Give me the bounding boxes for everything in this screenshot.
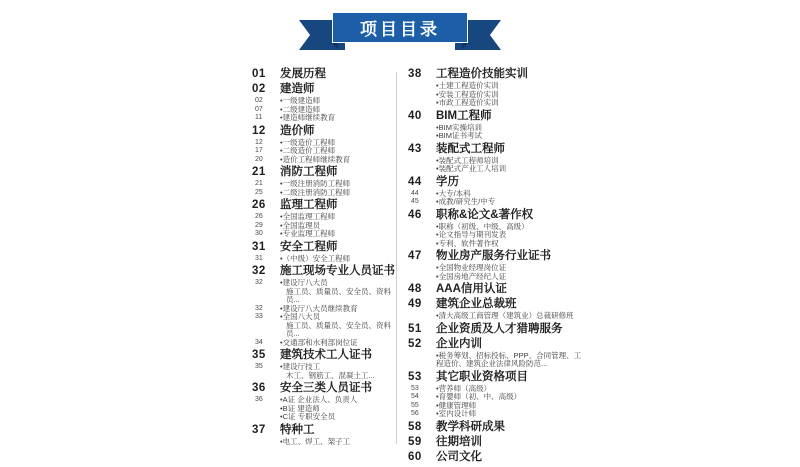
toc-section-head: [252, 382, 398, 395]
toc-section-head: [408, 110, 586, 123]
toc-sub-item: [252, 339, 398, 348]
sub-item-label: •装配式产业工人培训: [436, 164, 507, 173]
section-page-number: 37: [252, 423, 266, 436]
sub-item-label: •全国物业经理岗位证: [436, 263, 507, 272]
sub-item-label: •二级造价工程师: [280, 146, 336, 155]
section-page-number: 38: [408, 68, 422, 80]
sub-item-label: •专业监理工程师: [280, 229, 336, 238]
section-title: 企业内训: [436, 337, 482, 350]
sub-item-page-number: 31: [255, 254, 263, 262]
toc-section-head: [252, 241, 398, 254]
toc-section: [408, 371, 586, 419]
sub-item-label: •造价工程师继续教育: [280, 154, 351, 164]
sub-item-label: •税务筹划、招标投标、PPP、合同管理、工程造价、建筑企业法律风险防范...: [436, 350, 582, 368]
section-title: 发展历程: [280, 68, 326, 80]
sub-item-detail: 施工员、质量员、安全员、资料员...: [286, 286, 391, 304]
toc-sub-item: [408, 190, 586, 199]
section-page-number: 51: [408, 322, 422, 335]
toc-section: [252, 125, 398, 165]
sub-item-page-number: 25: [255, 188, 263, 196]
section-title: 学历: [436, 175, 459, 188]
section-title: 职称&论文&著作权: [436, 208, 534, 221]
toc-section-head: [408, 371, 586, 384]
sub-item-label: •B证 建造师: [280, 403, 320, 413]
sub-item-page-number: 12: [255, 138, 263, 146]
toc-section: [252, 265, 398, 347]
section-title: 其它职业资格项目: [436, 370, 528, 383]
toc-section: [408, 110, 586, 141]
sub-item-page-number: [408, 312, 436, 321]
toc-column-left: [252, 68, 398, 448]
sub-item-label: •BIM证书考试: [436, 131, 482, 140]
sub-item-label: •电工、焊工、架子工: [280, 436, 351, 446]
toc-section: [252, 424, 398, 447]
toc-section-head: [252, 166, 398, 179]
toc-sub-item: [408, 273, 586, 282]
ribbon-banner: [299, 10, 501, 58]
toc-section-head: [252, 424, 398, 437]
toc-section: [252, 241, 398, 264]
toc-sub-item: [408, 99, 586, 108]
sub-item-page-number: 56: [411, 410, 419, 417]
section-page-number: 44: [408, 175, 422, 188]
sub-item-page-number: [408, 264, 436, 273]
sub-item-label: •土建工程造价实训: [436, 81, 499, 90]
ribbon-fold-left-icon: [332, 43, 338, 49]
toc-section: [408, 421, 586, 434]
toc-section: [408, 338, 586, 369]
toc-section-head: [252, 83, 398, 96]
sub-item-label: •健康管理师: [436, 400, 477, 410]
toc-sub-item: [252, 413, 398, 422]
sub-item-page-number: 20: [255, 155, 263, 163]
toc-section-head: [408, 298, 586, 311]
section-page-number: 49: [408, 298, 422, 310]
section-title: 公司文化: [436, 450, 482, 463]
toc-section: [252, 68, 398, 81]
section-page-number: 47: [408, 250, 422, 262]
section-page-number: 48: [408, 283, 422, 295]
sub-item-page-number: [408, 231, 436, 240]
sub-item-page-number: 35: [255, 363, 263, 370]
section-page-number: 46: [408, 208, 422, 221]
section-page-number: 40: [408, 109, 422, 122]
toc-section-head: [252, 349, 398, 362]
sub-item-page-number: [408, 157, 436, 166]
sub-item-label: •交通部和水利部岗位证: [280, 337, 358, 347]
sub-item-page-number: 36: [255, 396, 263, 403]
section-page-number: 02: [252, 83, 266, 95]
sub-item-label: •A证 企业法人、负责人: [280, 395, 358, 404]
toc-section: [408, 143, 586, 174]
section-page-number: 59: [408, 435, 422, 448]
toc-sub-item: [252, 305, 398, 314]
sub-item-page-number: [252, 405, 280, 414]
sub-item-page-number: 17: [255, 147, 263, 154]
toc-sub-item: [252, 396, 398, 405]
toc-section: [252, 166, 398, 197]
toc-section: [408, 250, 586, 281]
toc-section-head: [408, 143, 586, 156]
section-title: 教学科研成果: [436, 420, 505, 433]
sub-item-label: •一级注册消防工程师: [280, 179, 351, 188]
section-page-number: 32: [252, 265, 266, 277]
toc-sub-item: [408, 165, 586, 174]
toc-section: [252, 83, 398, 123]
sub-item-page-number: [408, 91, 436, 100]
sub-item-label: •装配式工程师培训: [436, 155, 499, 165]
section-title: 企业资质及人才猎聘服务: [436, 322, 563, 335]
sub-item-page-number: 33: [255, 313, 263, 320]
sub-item-label: •全国八大员 施工员、质量员、安全员、资料员...: [280, 313, 398, 339]
section-title: 安全工程师: [280, 240, 338, 253]
toc-sub-item: [408, 410, 586, 419]
toc-sub-item: [408, 312, 586, 321]
section-title: 监理工程师: [280, 199, 338, 211]
sub-item-label: •建设厅技工 木工、钢筋工、混凝土工...: [280, 362, 375, 380]
toc-section: [252, 199, 398, 239]
section-title: 建筑企业总裁班: [436, 298, 517, 310]
section-title: 造价师: [280, 124, 315, 137]
sub-item-detail: 木工、钢筋工、混凝土工...: [286, 370, 375, 380]
sub-item-page-number: [408, 223, 436, 232]
toc-sub-item: [252, 279, 398, 305]
toc-section: [408, 298, 586, 321]
toc-section-head: [408, 421, 586, 434]
sub-item-page-number: 34: [255, 338, 263, 346]
toc-section: [408, 209, 586, 249]
banner-title: 项目目录: [332, 12, 468, 43]
sub-item-label: •建设厅八大员 施工员、质量员、安全员、资料员...: [280, 279, 398, 305]
sub-item-label: •建造师继续教育: [280, 113, 336, 122]
section-page-number: 60: [408, 450, 422, 463]
toc-section-head: [408, 436, 586, 449]
toc-sub-item: [408, 132, 586, 141]
sub-item-label: •建设厅八大员继续教育: [280, 303, 358, 313]
section-page-number: 01: [252, 68, 266, 80]
toc-sub-item: [408, 240, 586, 249]
sub-item-label: •职称（初级、中级、高级）: [436, 221, 529, 231]
sub-item-label: •专利、软件著作权: [436, 238, 499, 248]
section-title: BIM工程师: [436, 109, 492, 122]
sub-item-label: •一级造价工程师: [280, 137, 336, 147]
ribbon-fold-right-icon: [462, 43, 468, 49]
sub-item-label: •育婴师（初、中、高级）: [436, 392, 522, 401]
section-page-number: 53: [408, 370, 422, 383]
sub-item-label: •二级注册消防工程师: [280, 187, 351, 197]
toc-sub-item: [252, 213, 398, 222]
sub-item-page-number: [408, 124, 436, 133]
sub-item-label: •成教/研究生/中专: [436, 197, 496, 206]
toc-section-head: [252, 68, 398, 81]
toc-sub-item: [252, 189, 398, 198]
sub-item-label: •营养师（高级）: [436, 383, 492, 393]
toc-sub-item: [252, 363, 398, 380]
sub-item-page-number: 07: [255, 105, 263, 113]
section-title: 安全三类人员证书: [280, 382, 372, 394]
toc-section-head: [408, 176, 586, 189]
sub-item-page-number: [408, 273, 436, 282]
sub-item-label: •论文指导与期刊发表: [436, 230, 507, 239]
sub-item-page-number: [408, 132, 436, 141]
sub-item-label: •安装工程造价实训: [436, 89, 499, 99]
toc-section: [408, 283, 586, 296]
toc-section-head: [408, 338, 586, 351]
toc-section-head: [252, 265, 398, 278]
section-title: 特种工: [280, 423, 315, 436]
toc-section-head: [408, 250, 586, 263]
toc-section: [408, 323, 586, 336]
section-title: 建筑技术工人证书: [280, 349, 372, 361]
sub-item-page-number: 32: [255, 304, 263, 312]
section-title: 施工现场专业人员证书: [280, 265, 395, 277]
toc-section-head: [408, 283, 586, 296]
section-title: 建造师: [280, 83, 315, 95]
toc-sub-item: [252, 438, 398, 447]
toc-section: [408, 68, 586, 108]
section-page-number: 52: [408, 337, 422, 350]
sub-item-page-number: 32: [255, 279, 263, 286]
sub-item-label: •全国监理工程师: [280, 212, 336, 221]
sub-item-label: •BIM实操培训: [436, 122, 482, 132]
toc-section: [408, 451, 586, 464]
toc-sub-item: [408, 393, 586, 402]
section-page-number: 36: [252, 382, 266, 394]
section-page-number: 35: [252, 349, 266, 361]
toc-section-head: [408, 323, 586, 336]
sub-item-page-number: [408, 240, 436, 249]
sub-item-page-number: 30: [255, 230, 263, 237]
sub-item-label: •市政工程造价实训: [436, 98, 499, 107]
section-page-number: 12: [252, 124, 266, 137]
toc-sub-item: [252, 114, 398, 123]
section-title: 消防工程师: [280, 166, 338, 178]
sub-item-label: •二级建造师: [280, 104, 321, 114]
sub-item-detail: 施工员、质量员、安全员、资料员...: [286, 320, 391, 338]
sub-item-page-number: 02: [255, 97, 263, 104]
sub-item-label: •清大高级工商管理（建筑业）总裁研修班: [436, 311, 574, 320]
toc-section: [408, 436, 586, 449]
section-page-number: 58: [408, 420, 422, 433]
toc-sub-item: [408, 198, 586, 207]
toc-section: [252, 349, 398, 380]
sub-item-page-number: [252, 438, 280, 447]
sub-item-label: •一级建造师: [280, 96, 321, 105]
toc-sub-item: [252, 230, 398, 239]
toc-section-head: [408, 68, 586, 81]
sub-item-page-number: [408, 99, 436, 108]
section-page-number: 21: [252, 166, 266, 178]
toc-section-head: [408, 209, 586, 222]
sub-item-label: •全国监理员: [280, 220, 321, 230]
section-page-number: 43: [408, 142, 422, 155]
toc-sub-item: [252, 97, 398, 106]
sub-item-label: •全国房地产经纪人证: [436, 271, 507, 281]
sub-item-page-number: [408, 165, 436, 174]
section-title: 装配式工程师: [436, 142, 505, 155]
toc-sub-item: [408, 402, 586, 411]
toc-section: [252, 382, 398, 422]
sub-item-page-number: 29: [255, 221, 263, 229]
toc-sub-item: [252, 313, 398, 339]
section-page-number: 26: [252, 199, 266, 211]
sub-item-label: •C证 专职安全员: [280, 412, 336, 421]
sub-item-page-number: [408, 82, 436, 91]
sub-item-page-number: 53: [411, 384, 419, 392]
toc-column-right: [408, 68, 586, 466]
toc-section-head: [408, 451, 586, 464]
sub-item-page-number: [408, 352, 436, 369]
sub-item-page-number: 54: [411, 393, 419, 400]
toc-sub-item: [252, 255, 398, 264]
sub-item-page-number: 44: [411, 189, 419, 197]
toc-section: [408, 176, 586, 207]
sub-item-label: •大专/本科: [436, 188, 471, 198]
toc-sub-item: [408, 124, 586, 133]
sub-item-label: •（中级）安全工程师: [280, 253, 351, 263]
toc-sub-item: [408, 352, 586, 369]
sub-item-page-number: 26: [255, 213, 263, 220]
section-title: AAA信用认证: [436, 283, 507, 295]
sub-item-page-number: 11: [255, 114, 263, 121]
sub-item-page-number: [252, 413, 280, 422]
toc-section-head: [252, 199, 398, 212]
toc-section-head: [252, 125, 398, 138]
section-page-number: 31: [252, 240, 266, 253]
sub-item-page-number: 45: [411, 198, 419, 205]
toc-sub-item: [252, 156, 398, 165]
section-title: 往期培训: [436, 435, 482, 448]
sub-item-label: •室内设计师: [436, 409, 477, 418]
section-title: 物业房产服务行业证书: [436, 250, 551, 262]
section-title: 工程造价技能实训: [436, 68, 528, 80]
sub-item-page-number: 55: [411, 401, 419, 409]
sub-item-page-number: 21: [255, 180, 263, 187]
